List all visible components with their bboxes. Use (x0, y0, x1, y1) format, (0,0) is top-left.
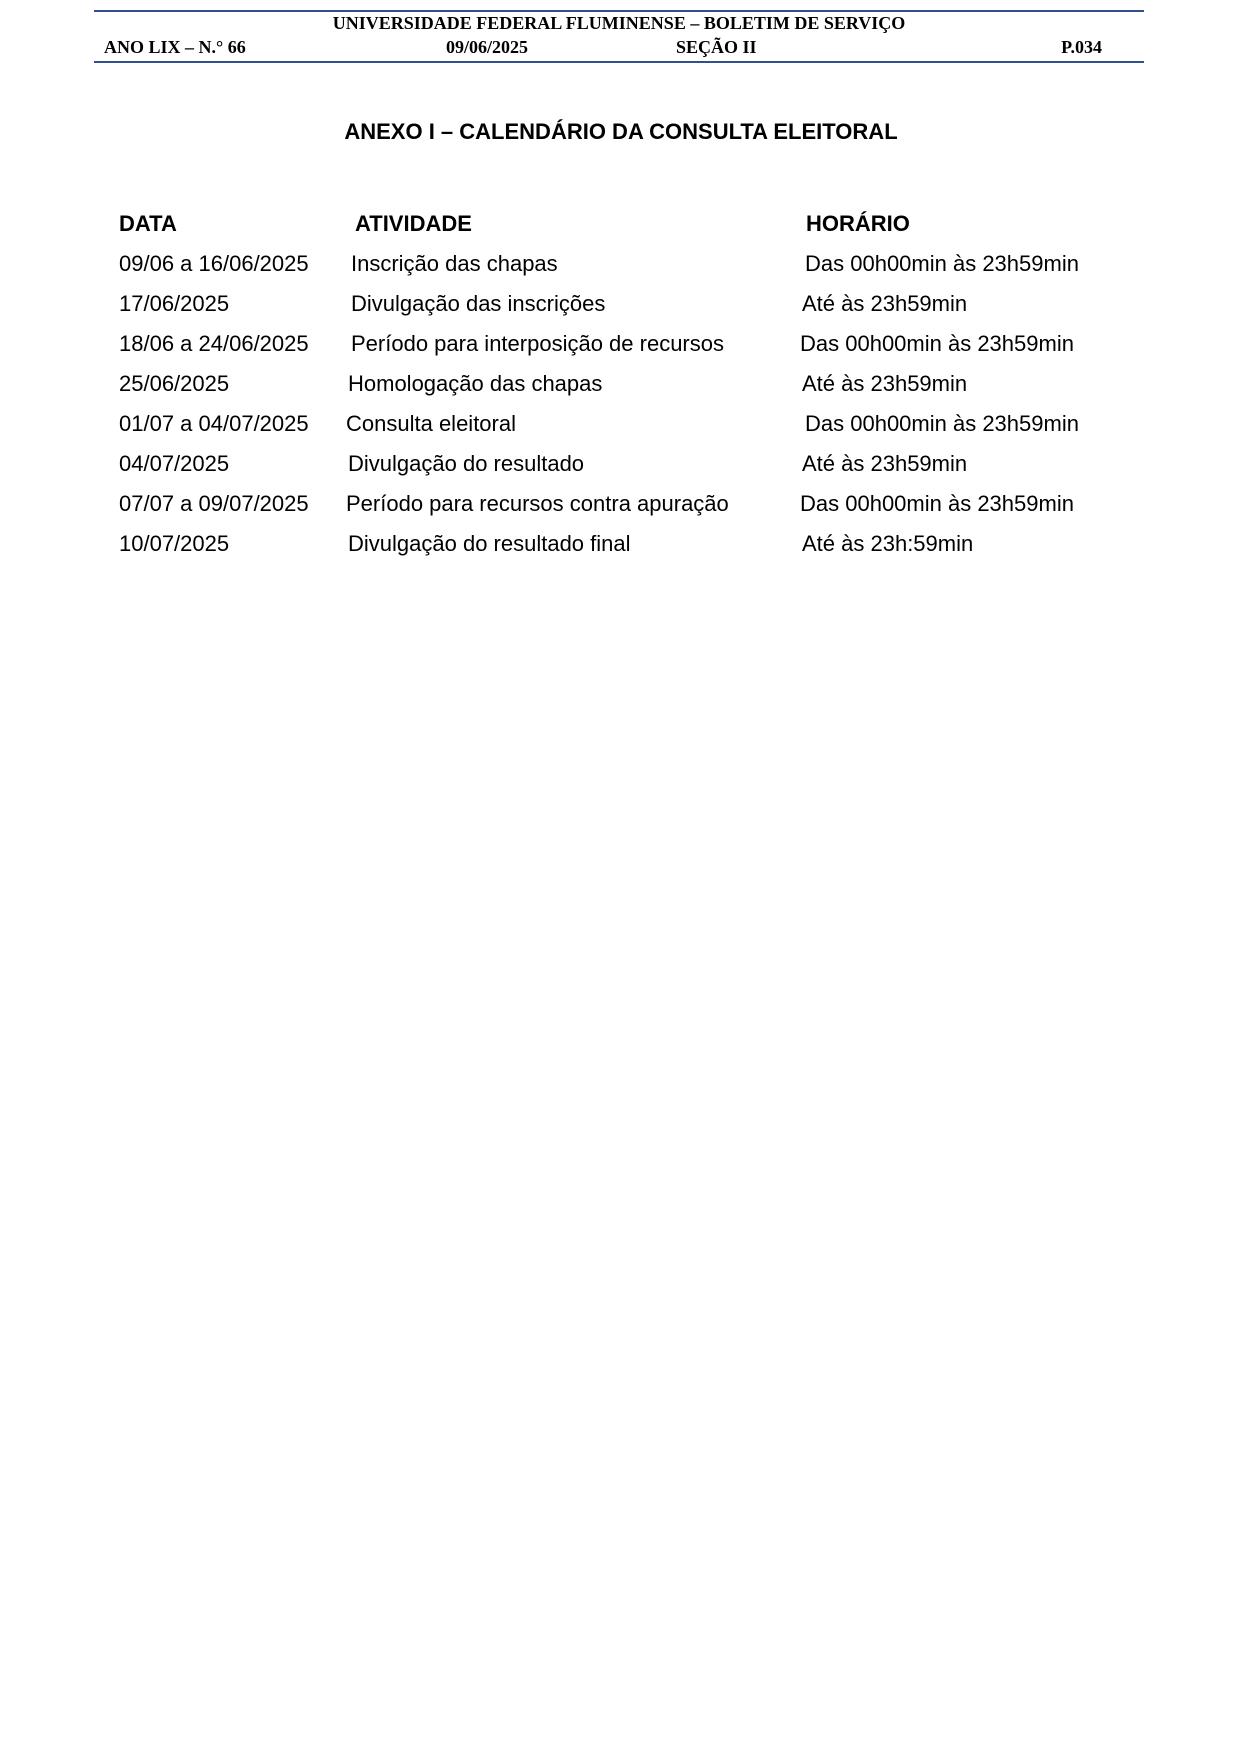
page-number: P.034 (1061, 37, 1102, 57)
row-activity: Consulta eleitoral (346, 411, 516, 436)
bulletin-title: UNIVERSIDADE FEDERAL FLUMINENSE – BOLETIM DE SERVIÇO (332, 13, 906, 33)
row-activity: Homologação das chapas (348, 371, 603, 396)
row-activity: Período para interposição de recursos (351, 331, 724, 356)
row-time: Até às 23h59min (802, 371, 968, 396)
row-date: 18/06 a 24/06/2025 (119, 331, 309, 356)
row-date: 01/07 a 04/07/2025 (119, 411, 309, 436)
row-activity: Período para recursos contra apuração (346, 491, 729, 516)
row-activity: Divulgação do resultado (348, 451, 585, 476)
row-date: 04/07/2025 (119, 451, 230, 476)
row-date: 09/06 a 16/06/2025 (119, 251, 309, 276)
column-header-activity: ATIVIDADE (355, 211, 472, 236)
row-time: Das 00h00min às 23h59min (800, 331, 1074, 356)
issue-number: ANO LIX – N.° 66 (104, 37, 246, 57)
column-header-date: DATA (119, 211, 177, 236)
annex-title: ANEXO I – CALENDÁRIO DA CONSULTA ELEITORAL (344, 119, 898, 144)
row-activity: Divulgação das inscrições (351, 291, 606, 316)
row-activity: Divulgação do resultado final (348, 531, 631, 556)
row-date: 25/06/2025 (119, 371, 230, 396)
row-date: 10/07/2025 (119, 531, 230, 556)
issue-date: 09/06/2025 (446, 37, 529, 57)
row-time: Das 00h00min às 23h59min (800, 491, 1074, 516)
column-header-time: HORÁRIO (806, 211, 910, 236)
row-activity: Inscrição das chapas (351, 251, 558, 276)
row-time: Das 00h00min às 23h59min (805, 251, 1079, 276)
section-label: SEÇÃO II (676, 37, 757, 57)
row-time: Das 00h00min às 23h59min (805, 411, 1079, 436)
row-date: 07/07 a 09/07/2025 (119, 491, 309, 516)
row-time: Até às 23h59min (802, 451, 968, 476)
row-time: Até às 23h:59min (802, 531, 974, 556)
row-time: Até às 23h59min (802, 291, 968, 316)
row-date: 17/06/2025 (119, 291, 230, 316)
calendar-table (0, 0, 1242, 600)
